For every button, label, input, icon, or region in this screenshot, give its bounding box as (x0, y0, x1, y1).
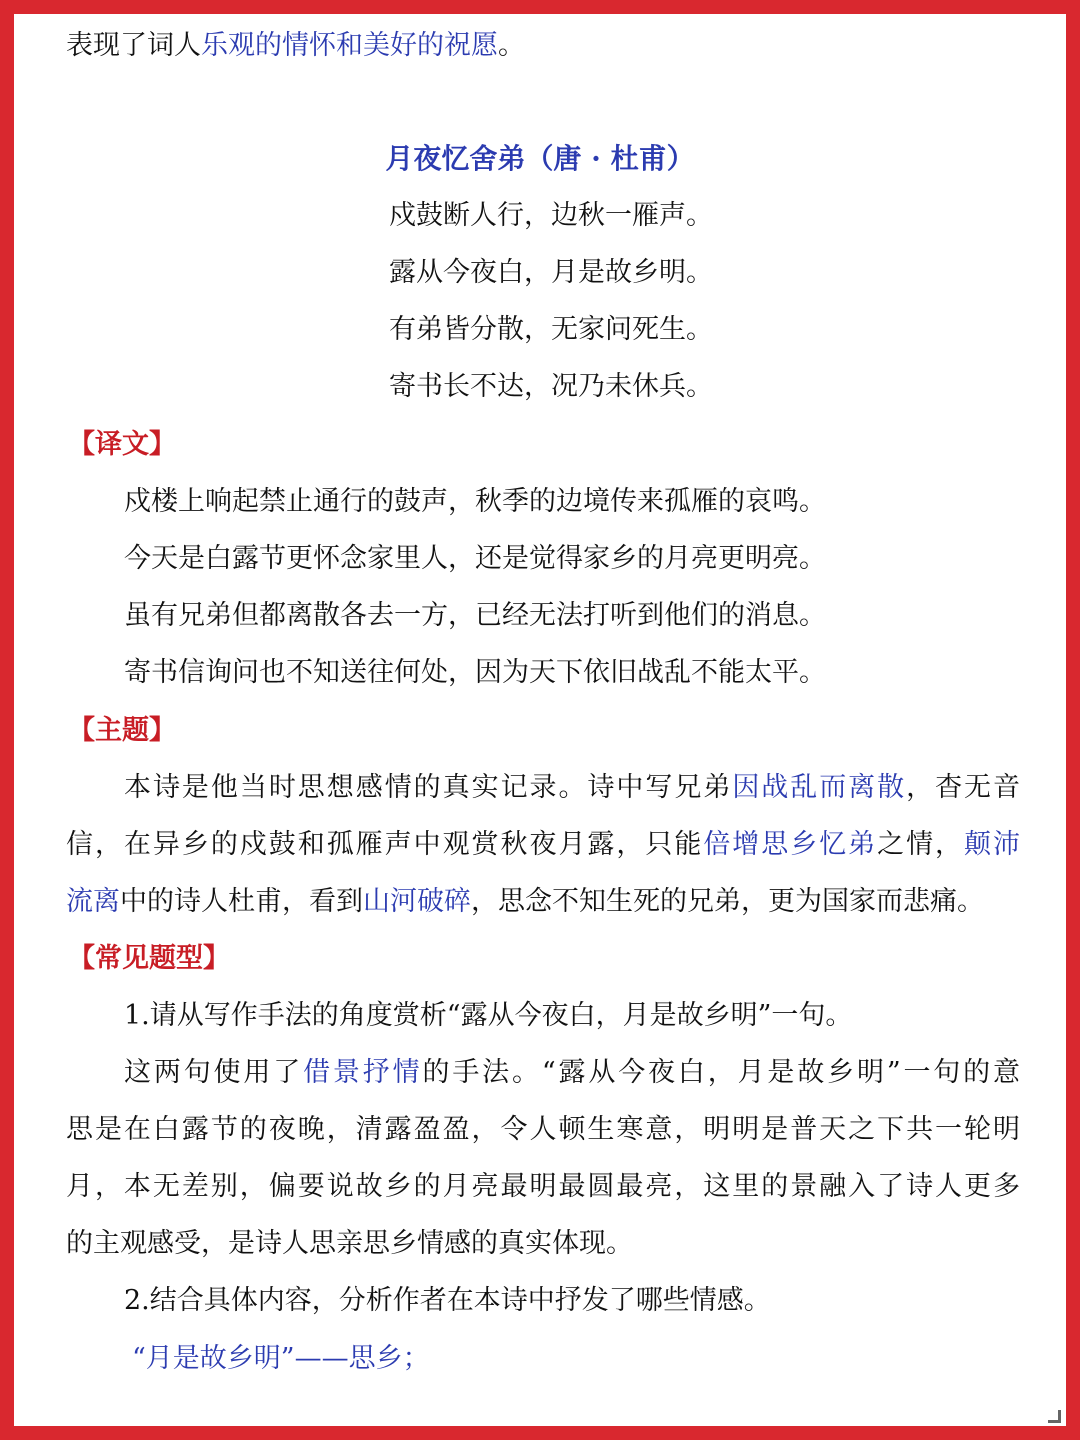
translation-line: 虽有兄弟但都离散各去一方，已经无法打听到他们的消息。 (124, 600, 826, 631)
corner-resize-icon (1048, 1410, 1061, 1423)
poem-line: 露从今夜白，月是故乡明。 (389, 257, 713, 288)
translation-line: 寄书信询问也不知送往何处，因为天下依旧战乱不能太平。 (124, 657, 826, 688)
answer-text: 的手法。“露从今夜白，月是故乡明”一句的意 (422, 1057, 1021, 1088)
question-2: 2.结合具体内容，分析作者在本诗中抒发了哪些情感。 (124, 1285, 771, 1316)
translation-line: 戍楼上响起禁止通行的鼓声，秋季的边境传来孤雁的哀鸣。 (124, 486, 826, 517)
translation-line: 今天是白露节更怀念家里人，还是觉得家乡的月亮更明亮。 (124, 543, 826, 574)
theme-text: 之情， (877, 829, 965, 860)
theme-text: 中的诗人杜甫，看到 (120, 886, 363, 917)
intro-highlight: 乐观的情怀和美好的祝愿 (201, 30, 498, 61)
theme-line (66, 882, 1066, 922)
document-page (14, 14, 1066, 1426)
answer-2-line: “月是故乡明”——思乡； (132, 1343, 430, 1374)
question-1: 1.请从写作手法的角度赏析“露从今夜白，月是故乡明”一句。 (124, 1000, 853, 1031)
theme-text: ，思念不知生死的兄弟，更为国家而悲痛。 (471, 886, 984, 917)
poem-title: 月夜忆舍弟（唐 · 杜甫） (385, 142, 695, 175)
theme-heading: 【主题】 (68, 715, 176, 746)
answer-text: 这两句使用了 (124, 1057, 304, 1088)
theme-line (66, 825, 1020, 865)
theme-highlight: 流离 (66, 886, 120, 917)
translation-heading: 【译文】 (68, 429, 176, 460)
theme-highlight: 因战乱而离散 (732, 772, 907, 803)
answer-1-line (124, 1053, 1020, 1093)
theme-highlight: 颠沛 (964, 829, 1020, 860)
poem-line: 寄书长不达，况乃未休兵。 (389, 371, 713, 402)
poem-line: 戍鼓断人行，边秋一雁声。 (389, 200, 713, 231)
answer-1-line: 月，本无差别，偏要说故乡的月亮最明最圆最亮，这里的景融入了诗人更多 (66, 1171, 1020, 1202)
intro-text-end: 。 (498, 30, 525, 61)
answer-1-line: 的主观感受，是诗人思亲思乡情感的真实体现。 (66, 1228, 633, 1259)
theme-highlight: 倍增思乡忆弟 (703, 829, 878, 860)
theme-text: 本诗是他当时思想感情的真实记录。诗中写兄弟 (124, 772, 733, 803)
poem-line: 有弟皆分散，无家问死生。 (389, 314, 713, 345)
theme-line (124, 768, 1020, 808)
theme-text: 信，在异乡的戍鼓和孤雁声中观赏秋夜月露，只能 (66, 829, 704, 860)
questions-heading: 【常见题型】 (68, 943, 230, 974)
theme-highlight: 山河破碎 (363, 886, 471, 917)
answer-1-line: 思是在白露节的夜晚，清露盈盈，令人顿生寒意，明明是普天之下共一轮明 (66, 1114, 1020, 1145)
intro-text: 表现了词人 (66, 30, 201, 61)
intro-line (66, 26, 1066, 66)
theme-text: ，杳无音 (906, 772, 1021, 803)
answer-highlight: 借景抒情 (303, 1057, 423, 1088)
